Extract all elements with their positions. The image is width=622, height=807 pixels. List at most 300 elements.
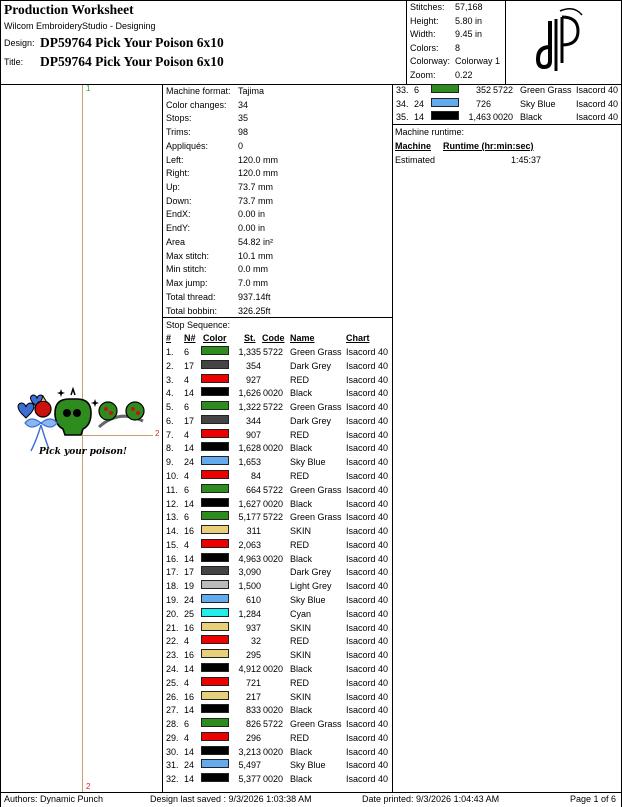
row-code: 5722 xyxy=(263,347,284,357)
machine-stat-label: Right: xyxy=(166,168,190,179)
summary-label: Colors: xyxy=(410,42,439,53)
color-swatch xyxy=(431,84,459,93)
color-swatch xyxy=(201,677,229,686)
sequence-row xyxy=(393,111,622,125)
sequence-row xyxy=(163,718,392,732)
color-swatch xyxy=(201,580,229,589)
color-swatch xyxy=(201,442,229,451)
row-idx: 12. xyxy=(166,498,179,509)
sequence-row xyxy=(163,525,392,539)
row-needle: 17 xyxy=(184,415,195,426)
color-swatch xyxy=(201,387,229,396)
machine-stat-label: Up: xyxy=(166,182,181,193)
row-idx: 1. xyxy=(166,347,174,357)
sequence-table-continued xyxy=(393,84,622,124)
machine-stat-row xyxy=(163,208,391,222)
header-code: Code xyxy=(262,333,285,343)
row-chart: Isacord 40 xyxy=(346,539,389,550)
row-needle: 14 xyxy=(184,553,195,564)
color-swatch xyxy=(201,429,229,438)
row-chart: Isacord 40 xyxy=(346,443,389,454)
header-idx: # xyxy=(166,333,172,343)
color-swatch xyxy=(201,691,229,700)
color-swatch xyxy=(201,553,229,562)
row-chart: Isacord 40 xyxy=(346,567,389,578)
design-label: Design: xyxy=(4,38,35,48)
machine-stat-row xyxy=(163,112,391,126)
summary-label: Width: xyxy=(410,29,436,40)
row-needle: 14 xyxy=(184,774,195,785)
machine-stat-value: Tajima xyxy=(238,86,265,96)
machine-stat-row xyxy=(163,305,391,319)
summary-label: Height: xyxy=(410,15,439,26)
row-code: 0020 xyxy=(263,746,284,757)
machine-stat-label: Trims: xyxy=(166,127,191,138)
row-name: RED xyxy=(290,471,310,482)
row-code: 0020 xyxy=(263,498,284,509)
row-chart: Isacord 40 xyxy=(346,581,389,592)
row-needle: 14 xyxy=(184,663,195,674)
machine-stat-value: 0.00 in xyxy=(238,223,266,234)
row-chart: Isacord 40 xyxy=(346,457,389,468)
color-swatch xyxy=(201,649,229,658)
row-idx: 28. xyxy=(166,719,179,730)
row-needle: 14 xyxy=(184,388,195,399)
summary-value: 8 xyxy=(455,42,461,53)
sequence-row xyxy=(163,566,392,580)
row-chart: Isacord 40 xyxy=(346,374,389,385)
row-name: Black xyxy=(290,388,313,399)
sequence-row xyxy=(163,691,392,705)
color-swatch xyxy=(201,401,229,410)
row-chart: Isacord 40 xyxy=(346,691,389,702)
poison-apple-artwork xyxy=(11,385,156,470)
row-chart: Isacord 40 xyxy=(346,732,389,743)
row-idx: 21. xyxy=(166,622,179,633)
machine-stat-row xyxy=(163,140,391,154)
machine-stat-value: 73.7 mm xyxy=(238,195,274,206)
row-stitches: 354 xyxy=(245,360,261,371)
row-needle: 6 xyxy=(184,402,190,413)
row-chart: Isacord 40 xyxy=(346,512,389,523)
color-swatch xyxy=(201,746,229,755)
marker-right: 2 xyxy=(155,429,160,438)
machine-stat-label: Max jump: xyxy=(166,278,208,289)
row-stitches: 296 xyxy=(245,732,261,743)
sequence-row xyxy=(163,732,392,746)
row-idx: 15. xyxy=(166,539,179,550)
sequence-row xyxy=(163,511,392,525)
header-n: N# xyxy=(184,333,196,343)
row-chart: Isacord 40 xyxy=(346,719,389,730)
row-name: RED xyxy=(290,732,310,743)
color-swatch xyxy=(201,663,229,672)
row-idx: 9. xyxy=(166,457,174,468)
row-name: Dark Grey xyxy=(290,415,332,426)
sequence-header xyxy=(163,333,392,346)
row-needle: 6 xyxy=(184,512,190,523)
row-chart: Isacord 40 xyxy=(346,746,389,757)
row-needle: 17 xyxy=(184,567,195,578)
row-chart: Isacord 40 xyxy=(346,347,389,357)
stats-right-line xyxy=(392,84,393,793)
machine-stat-label: Total thread: xyxy=(166,291,216,302)
header-chart: Chart xyxy=(346,333,370,343)
color-swatch xyxy=(201,360,229,369)
sequence-row xyxy=(163,374,392,388)
row-needle: 24 xyxy=(184,595,195,606)
row-code: 5722 xyxy=(263,402,284,413)
summary-value: 5.80 in xyxy=(455,15,483,26)
machine-stat-row xyxy=(163,291,391,305)
row-stitches: 610 xyxy=(245,595,261,606)
color-swatch xyxy=(201,456,229,465)
color-swatch xyxy=(201,566,229,575)
row-name: RED xyxy=(290,677,310,688)
runtime-row-value: 1:45:37 xyxy=(511,155,542,165)
row-idx: 13. xyxy=(166,512,179,523)
row-name: Black xyxy=(290,663,313,674)
machine-stat-row xyxy=(163,85,391,99)
row-needle: 6 xyxy=(184,347,190,357)
row-stitches: 1,284 xyxy=(238,608,261,619)
machine-stat-value: 73.7 mm xyxy=(238,182,274,193)
color-swatch xyxy=(201,732,229,741)
design-value: DP59764 Pick Your Poison 6x10 xyxy=(40,35,224,50)
summary-label: Zoom: xyxy=(410,70,436,80)
row-idx: 30. xyxy=(166,746,179,757)
row-stitches: 5,177 xyxy=(238,512,261,523)
row-stitches: 311 xyxy=(246,526,261,537)
row-needle: 4 xyxy=(184,429,190,440)
row-name: Dark Grey xyxy=(290,360,332,371)
row-chart: Isacord 40 xyxy=(576,85,619,95)
row-idx: 11. xyxy=(166,484,178,495)
color-swatch xyxy=(201,773,229,782)
machine-stat-value: 34 xyxy=(238,99,249,110)
row-name: RED xyxy=(290,374,310,385)
summary-left-line xyxy=(406,0,407,85)
footer xyxy=(0,794,622,806)
row-needle: 4 xyxy=(184,539,190,550)
software-name: Wilcom EmbroideryStudio - Designing xyxy=(4,21,156,31)
row-stitches: 352 xyxy=(475,85,491,95)
row-needle: 6 xyxy=(184,719,190,730)
row-code: 0020 xyxy=(263,663,284,674)
row-stitches: 4,963 xyxy=(238,553,261,564)
worksheet-title: Production Worksheet xyxy=(4,2,134,17)
row-needle: 4 xyxy=(184,732,190,743)
row-name: Sky Blue xyxy=(290,457,326,468)
row-idx: 34. xyxy=(396,98,409,109)
row-idx: 33. xyxy=(396,85,409,95)
row-chart: Isacord 40 xyxy=(346,484,389,495)
summary-block xyxy=(410,2,505,84)
row-chart: Isacord 40 xyxy=(346,608,389,619)
sequence-row xyxy=(163,746,392,760)
row-needle: 6 xyxy=(414,85,420,95)
row-needle: 24 xyxy=(184,457,195,468)
sequence-row xyxy=(163,677,392,691)
runtime-title: Machine runtime: xyxy=(395,127,465,137)
sequence-row xyxy=(163,539,392,553)
row-stitches: 927 xyxy=(245,374,261,385)
row-stitches: 3,213 xyxy=(238,746,261,757)
row-stitches: 664 xyxy=(245,484,261,495)
header-name: Name xyxy=(290,333,315,343)
sequence-row xyxy=(163,484,392,498)
row-name: Cyan xyxy=(290,608,312,619)
row-stitches: 1,322 xyxy=(238,402,261,413)
machine-stat-label: Total bobbin: xyxy=(166,305,218,316)
row-chart: Isacord 40 xyxy=(346,471,389,482)
row-stitches: 1,500 xyxy=(238,581,261,592)
row-name: Green Grass xyxy=(290,484,342,495)
machine-stat-label: Color changes: xyxy=(166,99,227,110)
design-preview xyxy=(1,85,162,792)
row-code: 5722 xyxy=(263,484,284,495)
sequence-row xyxy=(393,98,622,112)
row-idx: 26. xyxy=(166,691,179,702)
row-code: 0020 xyxy=(263,774,284,785)
row-needle: 24 xyxy=(414,98,425,109)
machine-stat-row xyxy=(163,236,391,250)
row-stitches: 4,912 xyxy=(238,663,261,674)
row-chart: Isacord 40 xyxy=(346,774,389,785)
row-idx: 10. xyxy=(166,471,179,482)
machine-stat-label: Appliqués: xyxy=(166,140,209,151)
summary-label: Stitches: xyxy=(410,2,445,12)
color-swatch xyxy=(201,511,229,520)
sequence-row xyxy=(163,663,392,677)
row-needle: 16 xyxy=(184,650,195,661)
row-needle: 14 xyxy=(184,705,195,716)
color-swatch xyxy=(201,608,229,617)
row-idx: 27. xyxy=(166,705,179,716)
row-stitches: 937 xyxy=(245,622,261,633)
row-idx: 35. xyxy=(396,112,409,123)
row-stitches: 1,626 xyxy=(238,388,261,399)
row-idx: 23. xyxy=(166,650,179,661)
marker-start: 1 xyxy=(86,84,91,93)
sequence-row xyxy=(163,442,392,456)
row-needle: 25 xyxy=(184,608,195,619)
sequence-row xyxy=(163,360,392,374)
row-name: Green Grass xyxy=(290,347,342,357)
sequence-table xyxy=(163,346,392,792)
row-needle: 14 xyxy=(184,443,195,454)
machine-stat-row xyxy=(163,195,391,209)
marker-end: 2 xyxy=(86,782,91,791)
row-idx: 32. xyxy=(166,774,179,785)
row-name: Light Grey xyxy=(290,581,332,592)
row-stitches: 721 xyxy=(245,677,261,688)
row-chart: Isacord 40 xyxy=(346,402,389,413)
color-swatch xyxy=(431,98,459,107)
row-name: Sky Blue xyxy=(290,595,326,606)
row-chart: Isacord 40 xyxy=(576,112,619,123)
row-stitches: 1,653 xyxy=(238,457,261,468)
row-name: Black xyxy=(290,746,313,757)
machine-stat-value: 326.25ft xyxy=(238,305,271,316)
color-swatch xyxy=(201,415,229,424)
machine-stat-value: 120.0 mm xyxy=(238,154,279,165)
row-code: 5722 xyxy=(263,719,284,730)
row-stitches: 726 xyxy=(475,98,491,109)
row-stitches: 3,090 xyxy=(238,567,261,578)
row-stitches: 217 xyxy=(245,691,261,702)
footer-saved: Design last saved : 9/3/2026 1:03:38 AM xyxy=(150,794,312,804)
row-chart: Isacord 40 xyxy=(346,705,389,716)
row-idx: 16. xyxy=(166,553,179,564)
sequence-row xyxy=(163,456,392,470)
sequence-row xyxy=(163,649,392,663)
color-swatch xyxy=(201,622,229,631)
machine-stat-row xyxy=(163,277,391,291)
row-code: 0020 xyxy=(493,112,514,123)
machine-stat-row xyxy=(163,263,391,277)
sequence-row xyxy=(163,580,392,594)
row-chart: Isacord 40 xyxy=(346,553,389,564)
sequence-row xyxy=(163,415,392,429)
color-swatch xyxy=(201,718,229,727)
dp-monogram-icon xyxy=(506,1,621,84)
sequence-row xyxy=(163,346,392,360)
script-text: Pick your poison! xyxy=(39,447,127,457)
row-needle: 16 xyxy=(184,691,195,702)
row-idx: 25. xyxy=(166,677,179,688)
row-needle: 4 xyxy=(184,677,190,688)
row-needle: 24 xyxy=(184,760,195,771)
row-name: SKIN xyxy=(290,691,312,702)
sequence-row xyxy=(163,622,392,636)
row-code: 5722 xyxy=(263,512,284,523)
row-needle: 14 xyxy=(414,112,425,123)
sequence-row xyxy=(163,635,392,649)
machine-stat-value: 10.1 mm xyxy=(238,250,274,261)
machine-stat-row xyxy=(163,222,391,236)
row-idx: 14. xyxy=(166,526,179,537)
row-code: 5722 xyxy=(493,85,514,95)
sequence-row xyxy=(163,553,392,567)
machine-stat-row xyxy=(163,181,391,195)
row-idx: 24. xyxy=(166,663,179,674)
row-chart: Isacord 40 xyxy=(346,760,389,771)
color-swatch xyxy=(201,539,229,548)
row-chart: Isacord 40 xyxy=(346,388,389,399)
machine-stat-value: 0 xyxy=(238,140,244,151)
color-swatch xyxy=(201,525,229,534)
row-idx: 8. xyxy=(166,443,174,454)
row-name: Black xyxy=(290,443,313,454)
row-name: Black xyxy=(290,705,313,716)
machine-stat-value: 35 xyxy=(238,113,249,124)
row-chart: Isacord 40 xyxy=(346,526,389,537)
sequence-row xyxy=(163,470,392,484)
row-idx: 20. xyxy=(166,608,179,619)
row-stitches: 833 xyxy=(245,705,261,716)
row-stitches: 344 xyxy=(245,415,261,426)
row-chart: Isacord 40 xyxy=(576,98,619,109)
machine-stat-value: 54.82 in² xyxy=(238,236,274,247)
machine-stats xyxy=(163,85,392,317)
row-name: RED xyxy=(290,539,310,550)
machine-stat-label: Stops: xyxy=(166,113,192,124)
row-name: SKIN xyxy=(290,650,312,661)
row-needle: 14 xyxy=(184,746,195,757)
color-swatch xyxy=(201,484,229,493)
color-swatch xyxy=(201,759,229,768)
row-name: Sky Blue xyxy=(520,98,556,109)
row-name: Black xyxy=(520,112,543,123)
color-swatch xyxy=(201,374,229,383)
row-idx: 2. xyxy=(166,360,174,371)
row-name: Green Grass xyxy=(520,85,572,95)
row-code: 0020 xyxy=(263,443,284,454)
row-chart: Isacord 40 xyxy=(346,595,389,606)
row-chart: Isacord 40 xyxy=(346,663,389,674)
header-color: Color xyxy=(203,333,227,343)
color-swatch xyxy=(201,498,229,507)
row-name: RED xyxy=(290,429,310,440)
footer-printed: Date printed: 9/3/2026 1:04:43 AM xyxy=(362,794,500,804)
row-chart: Isacord 40 xyxy=(346,650,389,661)
machine-stat-value: 0.0 mm xyxy=(238,264,269,275)
runtime-row-label: Estimated xyxy=(395,155,436,165)
sequence-row xyxy=(163,387,392,401)
row-name: Dark Grey xyxy=(290,567,332,578)
row-idx: 19. xyxy=(166,595,179,606)
row-chart: Isacord 40 xyxy=(346,360,389,371)
row-name: Black xyxy=(290,553,313,564)
machine-stat-label: Left: xyxy=(166,154,184,165)
row-chart: Isacord 40 xyxy=(346,498,389,509)
row-name: RED xyxy=(290,636,310,647)
row-chart: Isacord 40 xyxy=(346,415,389,426)
machine-stat-value: 937.14ft xyxy=(238,291,271,302)
row-needle: 4 xyxy=(184,374,190,385)
row-name: SKIN xyxy=(290,526,312,537)
sequence-row xyxy=(163,608,392,622)
summary-value: 0.22 xyxy=(455,70,473,80)
row-needle: 4 xyxy=(184,636,190,647)
machine-stat-value: 120.0 mm xyxy=(238,168,279,179)
row-needle: 19 xyxy=(184,581,195,592)
row-idx: 3. xyxy=(166,374,174,385)
row-stitches: 1,627 xyxy=(238,498,261,509)
sequence-row xyxy=(163,773,392,787)
row-name: Black xyxy=(290,774,313,785)
row-stitches: 826 xyxy=(245,719,261,730)
machine-stat-label: EndY: xyxy=(166,223,191,234)
row-needle: 6 xyxy=(184,484,190,495)
row-idx: 17. xyxy=(166,567,179,578)
title-label: Title: xyxy=(4,57,24,67)
machine-stat-label: EndX: xyxy=(166,209,191,220)
runtime-col-machine: Machine xyxy=(395,141,432,151)
row-name: Green Grass xyxy=(290,402,342,413)
color-swatch xyxy=(201,635,229,644)
row-stitches: 1,335 xyxy=(238,347,261,357)
sequence-row xyxy=(163,759,392,773)
logo xyxy=(506,1,621,84)
header-st: St. xyxy=(244,333,256,343)
row-stitches: 2,063 xyxy=(238,539,261,550)
footer-divider xyxy=(0,792,622,793)
footer-authors: Authors: Dynamic Punch xyxy=(4,794,104,804)
row-stitches: 907 xyxy=(245,429,261,440)
machine-stat-label: Min stitch: xyxy=(166,264,207,275)
